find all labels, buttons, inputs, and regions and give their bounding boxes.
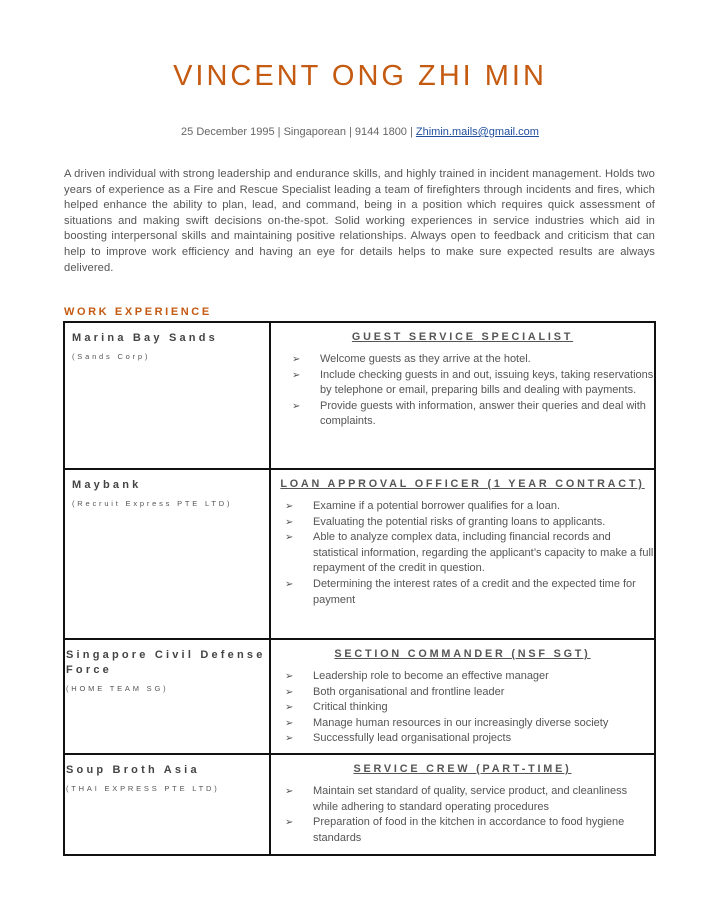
duty-item: ➢ Welcome guests as they arrive at the hotel. [312, 352, 654, 368]
job-details-cell [270, 469, 655, 639]
duty-item: ➢ Examine if a potential borrower qualifies for a loan. [305, 499, 654, 515]
duty-item: ➢ Manage human resources in our increasingly diverse society [305, 716, 654, 732]
arrow-bullet-icon: ➢ [285, 702, 294, 714]
job-details-cell [270, 754, 655, 855]
job-title: LOAN APPROVAL OFFICER (1 YEAR CONTRACT) [280, 478, 645, 490]
duty-item: ➢ Include checking guests in and out, issuing keys, taking reservations by telephone or email, preparing bills and dealing with payments. [292, 368, 654, 397]
job-row [64, 322, 655, 469]
arrow-bullet-icon: ➢ [285, 501, 294, 512]
arrow-bullet-icon: ➢ [285, 686, 294, 698]
duty-item: ➢ Critical thinking [305, 700, 654, 716]
section-title-work-experience: WORK EXPERIENCE [64, 306, 212, 318]
arrow-bullet-icon: ➢ [292, 400, 301, 412]
employer-name: (THAI EXPRESS PTE LTD) [66, 784, 220, 793]
arrow-bullet-icon: ➢ [292, 354, 301, 365]
contact-line [0, 126, 720, 138]
company-name: Maybank [72, 479, 142, 491]
job-duties [271, 784, 654, 846]
job-details-cell [270, 639, 655, 754]
company-name: Singapore Civil Defense Force [66, 649, 266, 676]
email-link[interactable]: Zhimin.mails@gmail.com [415, 126, 539, 138]
duty-item: ➢ Successfully lead organisational projects [305, 731, 654, 747]
arrow-bullet-icon: ➢ [285, 516, 294, 528]
profile-summary: A driven individual with strong leadership and endurance skills, and highly trained in incident management. Holds two years of experience as a Fire and Rescue Specialist leading a team of firefighters through incidents and fires, which helped enhance the ability to plan, lead, and command, being in a position which requires quick assessment of situations and making swift decisions on-the-spot. Solid working experiences in service industries which aid in boosting interpersonal skills and maintaining positive relationships. Always open to feedback and criticism that can help to improve work efficiency and having an eye for details helps to make sure expected results are always delivered. [64, 168, 655, 274]
duty-item: ➢ Able to analyze complex data, including financial records and statistical information, regarding the applicant’s capacity to make a full repayment of the credit in question. [285, 531, 654, 575]
arrow-bullet-icon: ➢ [285, 578, 294, 590]
job-title: GUEST SERVICE SPECIALIST [351, 331, 574, 343]
arrow-bullet-icon: ➢ [285, 532, 294, 544]
arrow-bullet-icon: ➢ [285, 786, 294, 797]
job-details-cell [270, 322, 655, 469]
employer-name: (HOME TEAM SG) [66, 684, 169, 693]
resume-name: VINCENT ONG ZHI MIN [173, 60, 547, 92]
employer-name: (Recruit Express PTE LTD) [72, 499, 233, 508]
job-company-cell [64, 639, 270, 754]
contact-details: 25 December 1995 | Singaporean | 9144 1800 | [181, 126, 416, 138]
duty-item: ➢ Both organisational and frontline leader [305, 685, 654, 701]
arrow-bullet-icon: ➢ [285, 733, 294, 745]
arrow-bullet-icon: ➢ [285, 817, 294, 829]
duty-item: ➢ Provide guests with information, answer their queries and deal with complaints. [292, 399, 646, 428]
job-row [64, 754, 655, 855]
job-row [64, 469, 655, 639]
duty-item: ➢ Maintain set standard of quality, service product, and cleanliness while adhering to standard operating procedures [285, 785, 628, 813]
arrow-bullet-icon: ➢ [285, 717, 294, 729]
job-title: SECTION COMMANDER (NSF SGT) [334, 648, 591, 660]
duty-item: ➢ Leadership role to become an effective manager [305, 669, 654, 685]
arrow-bullet-icon: ➢ [285, 671, 294, 682]
job-company-cell [64, 322, 270, 469]
job-title: SERVICE CREW (PART-TIME) [353, 763, 572, 775]
company-name: Marina Bay Sands [72, 332, 218, 344]
job-duties [271, 669, 654, 747]
company-name: Soup Broth Asia [66, 764, 200, 776]
arrow-bullet-icon: ➢ [292, 369, 301, 381]
job-duties [271, 352, 654, 430]
duty-item: ➢ Determining the interest rates of a credit and the expected time for payment [285, 577, 636, 606]
job-company-cell [64, 754, 270, 855]
duty-item: ➢ Evaluating the potential risks of granting loans to applicants. [305, 515, 654, 531]
job-company-cell [64, 469, 270, 639]
job-row [64, 639, 655, 754]
work-experience-table [63, 321, 656, 856]
duty-item: ➢ Preparation of food in the kitchen in accordance to food hygiene standards [285, 816, 625, 844]
job-duties [271, 499, 654, 608]
employer-name: (Sands Corp) [72, 352, 151, 361]
